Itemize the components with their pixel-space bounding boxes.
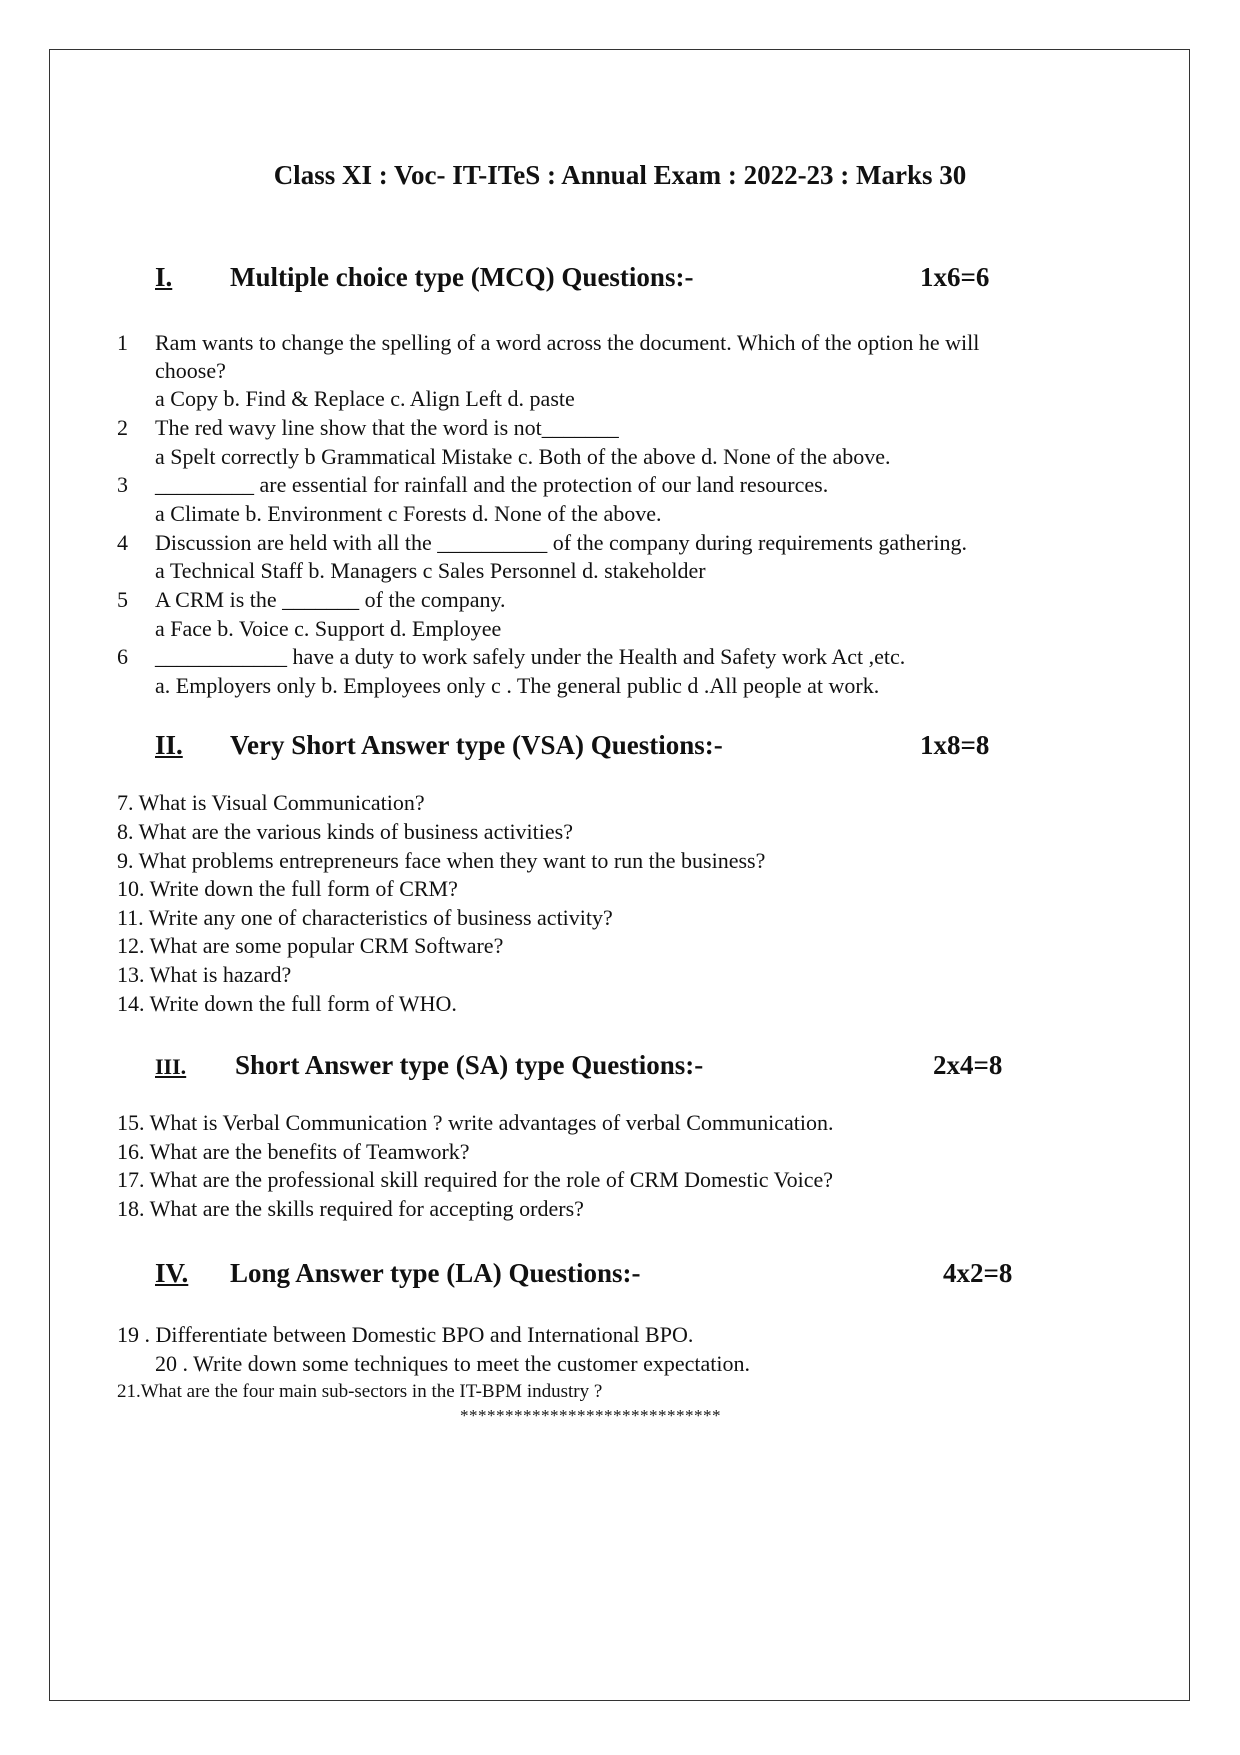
mcq-1-question: Ram wants to change the spelling of a word across the document. Which of the option he will: [155, 330, 980, 355]
mcq-4-question: Discussion are held with all the __________ of the company during requirements gathering.: [155, 530, 967, 555]
vsa-question-8: 8. What are the various kinds of business activities?: [117, 819, 573, 844]
vsa-question-13: 13. What is hazard?: [117, 962, 292, 987]
sa-question-15: 15. What is Verbal Communication ? write advantages of verbal Communication.: [117, 1110, 834, 1135]
mcq-3-question: _________ are essential for rainfall and the protection of our land resources.: [155, 472, 829, 497]
section-3-marks: 2x4=8: [933, 1050, 1003, 1080]
section-1-heading: Multiple choice type (MCQ) Questions:-: [230, 262, 694, 292]
section-1-number: I.: [155, 262, 173, 292]
vsa-question-7: 7. What is Visual Communication?: [117, 790, 425, 815]
section-2-heading: Very Short Answer type (VSA) Questions:-: [230, 730, 723, 760]
end-of-paper-marker: *****************************: [460, 1406, 721, 1425]
vsa-question-14: 14. Write down the full form of WHO.: [117, 991, 457, 1016]
mcq-2-number: 2: [117, 415, 128, 440]
vsa-question-9: 9. What problems entrepreneurs face when they want to run the business?: [117, 848, 766, 873]
sa-question-16: 16. What are the benefits of Teamwork?: [117, 1139, 470, 1164]
sa-question-17: 17. What are the professional skill required for the role of CRM Domestic Voice?: [117, 1167, 834, 1192]
mcq-2-question: The red wavy line show that the word is not_______: [155, 415, 619, 440]
vsa-question-12: 12. What are some popular CRM Software?: [117, 933, 504, 958]
section-1-marks: 1x6=6: [920, 262, 990, 292]
la-question-20: 20 . Write down some techniques to meet the customer expectation.: [155, 1351, 750, 1376]
mcq-2-options: a Spelt correctly b Grammatical Mistake c. Both of the above d. None of the above.: [155, 444, 891, 469]
mcq-4-options: a Technical Staff b. Managers c Sales Personnel d. stakeholder: [155, 558, 706, 583]
section-2-marks: 1x8=8: [920, 730, 990, 760]
section-4-number: IV.: [155, 1258, 189, 1288]
mcq-5-number: 5: [117, 587, 128, 612]
mcq-6-options: a. Employers only b. Employees only c . The general public d .All people at work.: [155, 673, 880, 698]
mcq-3-number: 3: [117, 472, 128, 497]
section-2-number: II.: [155, 730, 183, 760]
mcq-1-options: a Copy b. Find & Replace c. Align Left d. paste: [155, 386, 575, 411]
section-4-heading: Long Answer type (LA) Questions:-: [230, 1258, 641, 1288]
vsa-question-11: 11. Write any one of characteristics of business activity?: [117, 905, 613, 930]
mcq-6-number: 6: [117, 644, 128, 669]
page-border: [49, 49, 1190, 1701]
mcq-1-number: 1: [117, 330, 128, 355]
mcq-3-options: a Climate b. Environment c Forests d. None of the above.: [155, 501, 662, 526]
mcq-6-question: ____________ have a duty to work safely under the Health and Safety work Act ,etc.: [155, 644, 906, 669]
vsa-question-10: 10. Write down the full form of CRM?: [117, 876, 458, 901]
section-3-heading: Short Answer type (SA) type Questions:-: [235, 1050, 704, 1080]
section-3-number: III.: [155, 1054, 187, 1079]
mcq-1-question-cont: choose?: [155, 358, 226, 383]
exam-title: Class XI : Voc- IT-ITeS : Annual Exam : 2022-23 : Marks 30: [273, 160, 967, 190]
mcq-4-number: 4: [117, 530, 128, 555]
sa-question-18: 18. What are the skills required for accepting orders?: [117, 1196, 584, 1221]
la-question-19: 19 . Differentiate between Domestic BPO and International BPO.: [117, 1322, 694, 1347]
la-question-21: 21.What are the four main sub-sectors in the IT-BPM industry ?: [117, 1381, 603, 1402]
section-4-marks: 4x2=8: [943, 1258, 1013, 1288]
mcq-5-question: A CRM is the _______ of the company.: [155, 587, 506, 612]
mcq-5-options: a Face b. Voice c. Support d. Employee: [155, 616, 502, 641]
